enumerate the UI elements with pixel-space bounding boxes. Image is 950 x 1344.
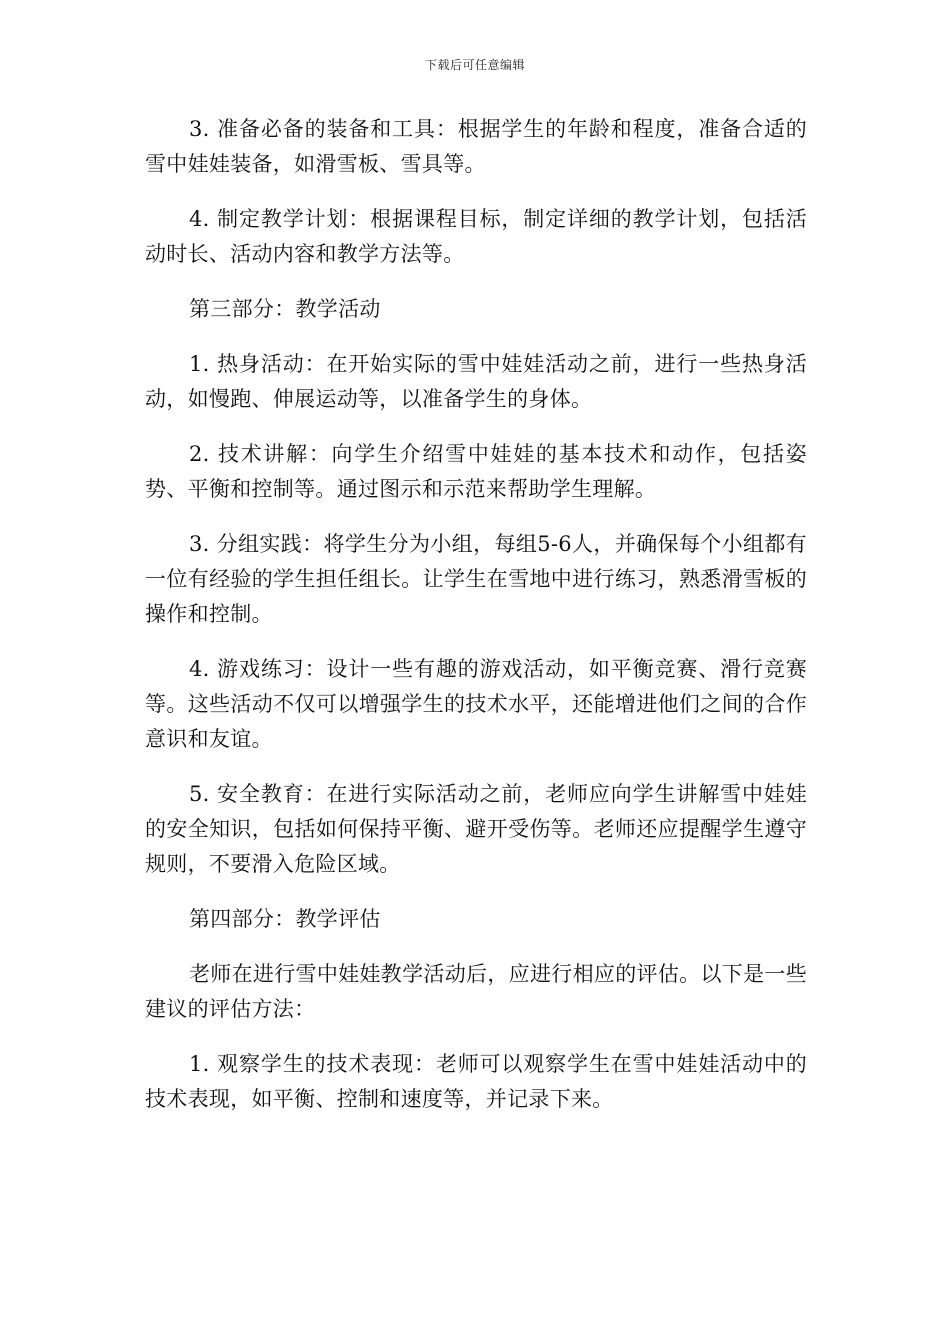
paragraph-evaluation-intro: 老师在进行雪中娃娃教学活动后，应进行相应的评估。以下是一些建议的评估方法： (145, 962, 807, 1021)
page-header: 下载后可任意编辑 (424, 58, 525, 72)
section-heading-part-three: 第三部分：教学活动 (189, 297, 381, 321)
document-body (145, 112, 807, 1137)
paragraph-warm-up: 1. 热身活动：在开始实际的雪中娃娃活动之前，进行一些热身活动，如慢跑、伸展运动等，以准备学生的身体。 (145, 352, 807, 411)
paragraph-game-practice: 4. 游戏练习：设计一些有趣的游戏活动，如平衡竞赛、滑行竞赛等。这些活动不仅可以增强学生的技术水平，还能增进他们之间的合作意识和友谊。 (145, 657, 807, 751)
paragraph-observe-students: 1. 观察学生的技术表现：老师可以观察学生在雪中娃娃活动中的技术表现，如平衡、控制和速度等，并记录下来。 (145, 1052, 807, 1111)
section-heading-part-four: 第四部分：教学评估 (189, 907, 381, 931)
paragraph-group-practice: 3. 分组实践：将学生分为小组，每组5-6人，并确保每个小组都有一位有经验的学生担任组长。让学生在雪地中进行练习，熟悉滑雪板的操作和控制。 (145, 532, 807, 626)
paragraph-prepare-equipment: 3. 准备必备的装备和工具：根据学生的年龄和程度，准备合适的雪中娃娃装备，如滑雪板、雪具等。 (145, 117, 807, 176)
paragraph-teaching-plan: 4. 制定教学计划：根据课程目标，制定详细的教学计划，包括活动时长、活动内容和教学方法等。 (145, 207, 807, 266)
paragraph-safety: 5. 安全教育：在进行实际活动之前，老师应向学生讲解雪中娃娃的安全知识，包括如何保持平衡、避开受伤等。老师还应提醒学生遵守规则，不要滑入危险区域。 (145, 782, 807, 876)
paragraph-technique: 2. 技术讲解：向学生介绍雪中娃娃的基本技术和动作，包括姿势、平衡和控制等。通过图示和示范来帮助学生理解。 (145, 442, 807, 501)
